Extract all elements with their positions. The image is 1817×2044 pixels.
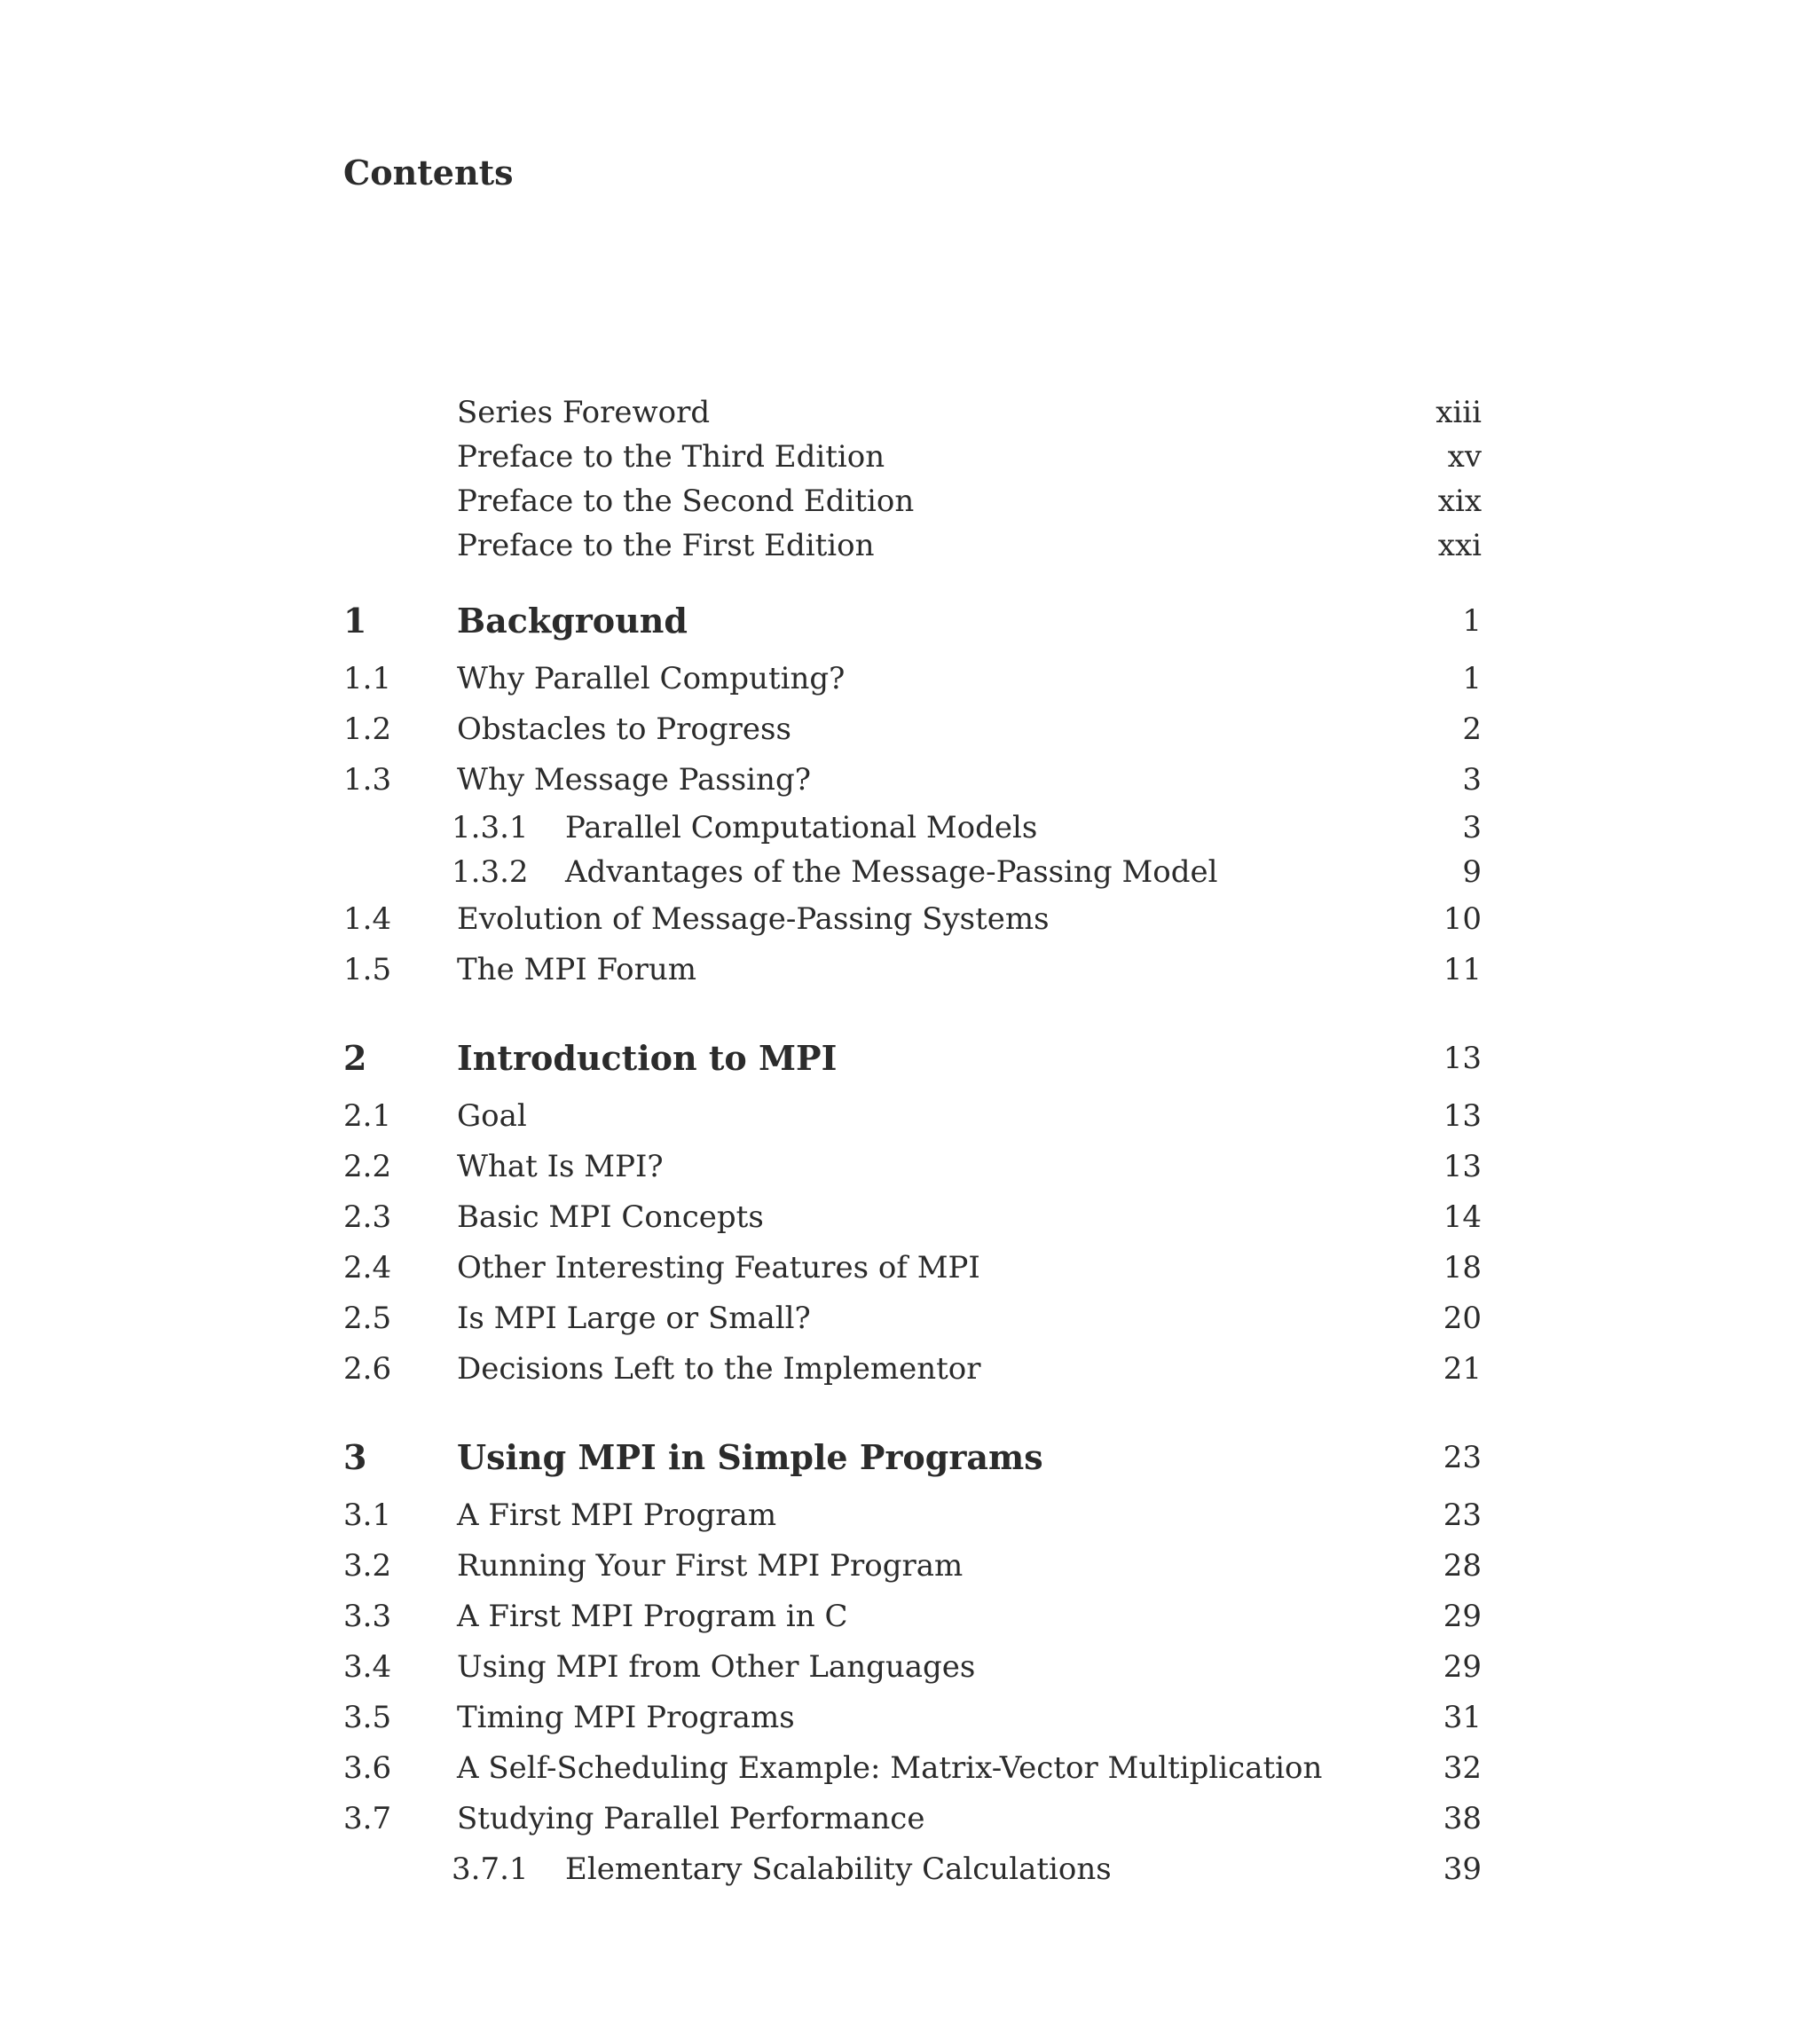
- toc-section-page: 32: [1443, 1750, 1482, 1786]
- toc-section-entry: [343, 654, 1482, 704]
- toc-section-title: Obstacles to Progress: [457, 711, 791, 747]
- toc-section-page: 28: [1443, 1548, 1482, 1584]
- toc-section-entry: [343, 1293, 1482, 1344]
- toc-chapter-heading: [343, 1029, 1482, 1088]
- toc-subsection-entry: [343, 1844, 1482, 1895]
- toc-section-entry: [343, 1192, 1482, 1243]
- toc-subsection-number: 1.3.2: [452, 854, 529, 890]
- toc-front-matter-entry: [343, 523, 1482, 568]
- toc-section-entry: [343, 1243, 1482, 1293]
- toc-section-entry: [343, 945, 1482, 995]
- toc-section-title: Using MPI from Other Languages: [457, 1649, 976, 1685]
- toc-front-matter-entry: [343, 435, 1482, 479]
- toc-section-page: 2: [1462, 711, 1482, 747]
- toc-section-entry: [343, 1091, 1482, 1142]
- toc-section-title: The MPI Forum: [457, 952, 697, 987]
- toc-subsection-title: Advantages of the Message-Passing Model: [565, 854, 1218, 890]
- toc-section-entry: [343, 1642, 1482, 1693]
- page-title: Contents: [343, 153, 514, 193]
- toc-section-title: Goal: [457, 1098, 527, 1134]
- toc-section-title: What Is MPI?: [457, 1149, 664, 1184]
- toc-section-number: 3.4: [343, 1649, 392, 1685]
- toc-chapter-page: 23: [1443, 1440, 1482, 1475]
- toc-subsection-page: 3: [1462, 810, 1482, 845]
- toc-subsection-number: 3.7.1: [452, 1851, 529, 1887]
- toc-chapter-heading: [343, 592, 1482, 650]
- toc-section-title: Other Interesting Features of MPI: [457, 1250, 980, 1285]
- toc-section-title: Studying Parallel Performance: [457, 1801, 925, 1836]
- toc-section-title: Basic MPI Concepts: [457, 1199, 764, 1235]
- toc-section-page: 1: [1462, 661, 1482, 696]
- toc-section-page: 21: [1443, 1351, 1482, 1387]
- toc-section-page: 29: [1443, 1649, 1482, 1685]
- toc-section-title: Why Parallel Computing?: [457, 661, 846, 696]
- toc-entry-page: xxi: [1437, 528, 1482, 563]
- toc-subsection-title: Elementary Scalability Calculations: [565, 1851, 1112, 1887]
- toc-chapter-number: 3: [343, 1437, 367, 1477]
- toc-section-number: 2.3: [343, 1199, 392, 1235]
- toc-section-number: 3.2: [343, 1548, 392, 1584]
- toc-section-entry: [343, 894, 1482, 945]
- toc-section-number: 1.3: [343, 762, 392, 798]
- toc-section-entry: [343, 1541, 1482, 1592]
- toc-section-number: 2.2: [343, 1149, 392, 1184]
- toc-entry-page: xiii: [1436, 395, 1482, 430]
- toc-chapter-page: 13: [1443, 1041, 1482, 1076]
- toc-section-title: Timing MPI Programs: [457, 1700, 795, 1735]
- toc-section-title: A First MPI Program in C: [457, 1599, 848, 1634]
- toc-section-number: 3.7: [343, 1801, 392, 1836]
- toc-entry-title: Series Foreword: [457, 395, 711, 430]
- toc-section-number: 3.3: [343, 1599, 392, 1634]
- toc-section-page: 13: [1443, 1149, 1482, 1184]
- toc-section-entry: [343, 1490, 1482, 1541]
- toc-section-entry: [343, 1142, 1482, 1192]
- toc-section-number: 3.1: [343, 1498, 392, 1533]
- toc-section-page: 31: [1443, 1700, 1482, 1735]
- toc-section-entry: [343, 1794, 1482, 1844]
- toc-subsection-page: 39: [1443, 1851, 1482, 1887]
- toc-chapter-title: Background: [457, 601, 688, 641]
- toc-subsection-title: Parallel Computational Models: [565, 810, 1038, 845]
- toc-section-title: Is MPI Large or Small?: [457, 1301, 811, 1336]
- toc-chapter-page: 1: [1462, 603, 1482, 639]
- toc-subsection-entry: [343, 850, 1482, 894]
- toc-section-title: Running Your First MPI Program: [457, 1548, 964, 1584]
- toc-entry-page: xv: [1447, 439, 1482, 475]
- toc-section-entry: [343, 755, 1482, 806]
- toc-section-entry: [343, 1592, 1482, 1642]
- toc-subsection-number: 1.3.1: [452, 810, 529, 845]
- toc-front-matter-entry: [343, 390, 1482, 435]
- toc-section-page: 18: [1443, 1250, 1482, 1285]
- toc-section-number: 1.5: [343, 952, 392, 987]
- toc-section-page: 10: [1443, 901, 1482, 937]
- toc-section-page: 20: [1443, 1301, 1482, 1336]
- toc-section-title: A First MPI Program: [457, 1498, 777, 1533]
- toc-chapter-number: 2: [343, 1038, 367, 1078]
- toc-entry-title: Preface to the Third Edition: [457, 439, 885, 475]
- toc-chapter-number: 1: [343, 601, 367, 641]
- toc-entry-title: Preface to the First Edition: [457, 528, 875, 563]
- toc-section-page: 14: [1443, 1199, 1482, 1235]
- toc-chapter-title: Using MPI in Simple Programs: [457, 1437, 1043, 1477]
- toc-section-entry: [343, 1743, 1482, 1794]
- toc-section-number: 1.4: [343, 901, 392, 937]
- toc-section-page: 3: [1462, 762, 1482, 798]
- table-of-contents: [343, 390, 1482, 1895]
- toc-section-entry: [343, 1344, 1482, 1395]
- toc-section-page: 11: [1443, 952, 1482, 987]
- toc-chapter-heading: [343, 1428, 1482, 1487]
- toc-section-number: 2.1: [343, 1098, 392, 1134]
- toc-chapter-title: Introduction to MPI: [457, 1038, 838, 1078]
- toc-section-entry: [343, 704, 1482, 755]
- toc-section-title: Why Message Passing?: [457, 762, 811, 798]
- toc-section-title: Evolution of Message-Passing Systems: [457, 901, 1050, 937]
- toc-section-page: 38: [1443, 1801, 1482, 1836]
- toc-section-number: 2.5: [343, 1301, 392, 1336]
- toc-section-title: Decisions Left to the Implementor: [457, 1351, 981, 1387]
- toc-section-page: 13: [1443, 1098, 1482, 1134]
- toc-section-number: 1.2: [343, 711, 392, 747]
- toc-subsection-entry: [343, 806, 1482, 850]
- toc-section-entry: [343, 1693, 1482, 1743]
- toc-section-number: 3.5: [343, 1700, 392, 1735]
- toc-section-number: 2.6: [343, 1351, 392, 1387]
- toc-section-number: 3.6: [343, 1750, 392, 1786]
- toc-entry-page: xix: [1437, 483, 1482, 519]
- toc-section-title: A Self-Scheduling Example: Matrix-Vector Multiplication: [457, 1750, 1323, 1786]
- toc-front-matter-entry: [343, 479, 1482, 523]
- toc-section-number: 2.4: [343, 1250, 392, 1285]
- toc-subsection-page: 9: [1462, 854, 1482, 890]
- toc-section-page: 29: [1443, 1599, 1482, 1634]
- toc-entry-title: Preface to the Second Edition: [457, 483, 915, 519]
- toc-section-page: 23: [1443, 1498, 1482, 1533]
- toc-section-number: 1.1: [343, 661, 392, 696]
